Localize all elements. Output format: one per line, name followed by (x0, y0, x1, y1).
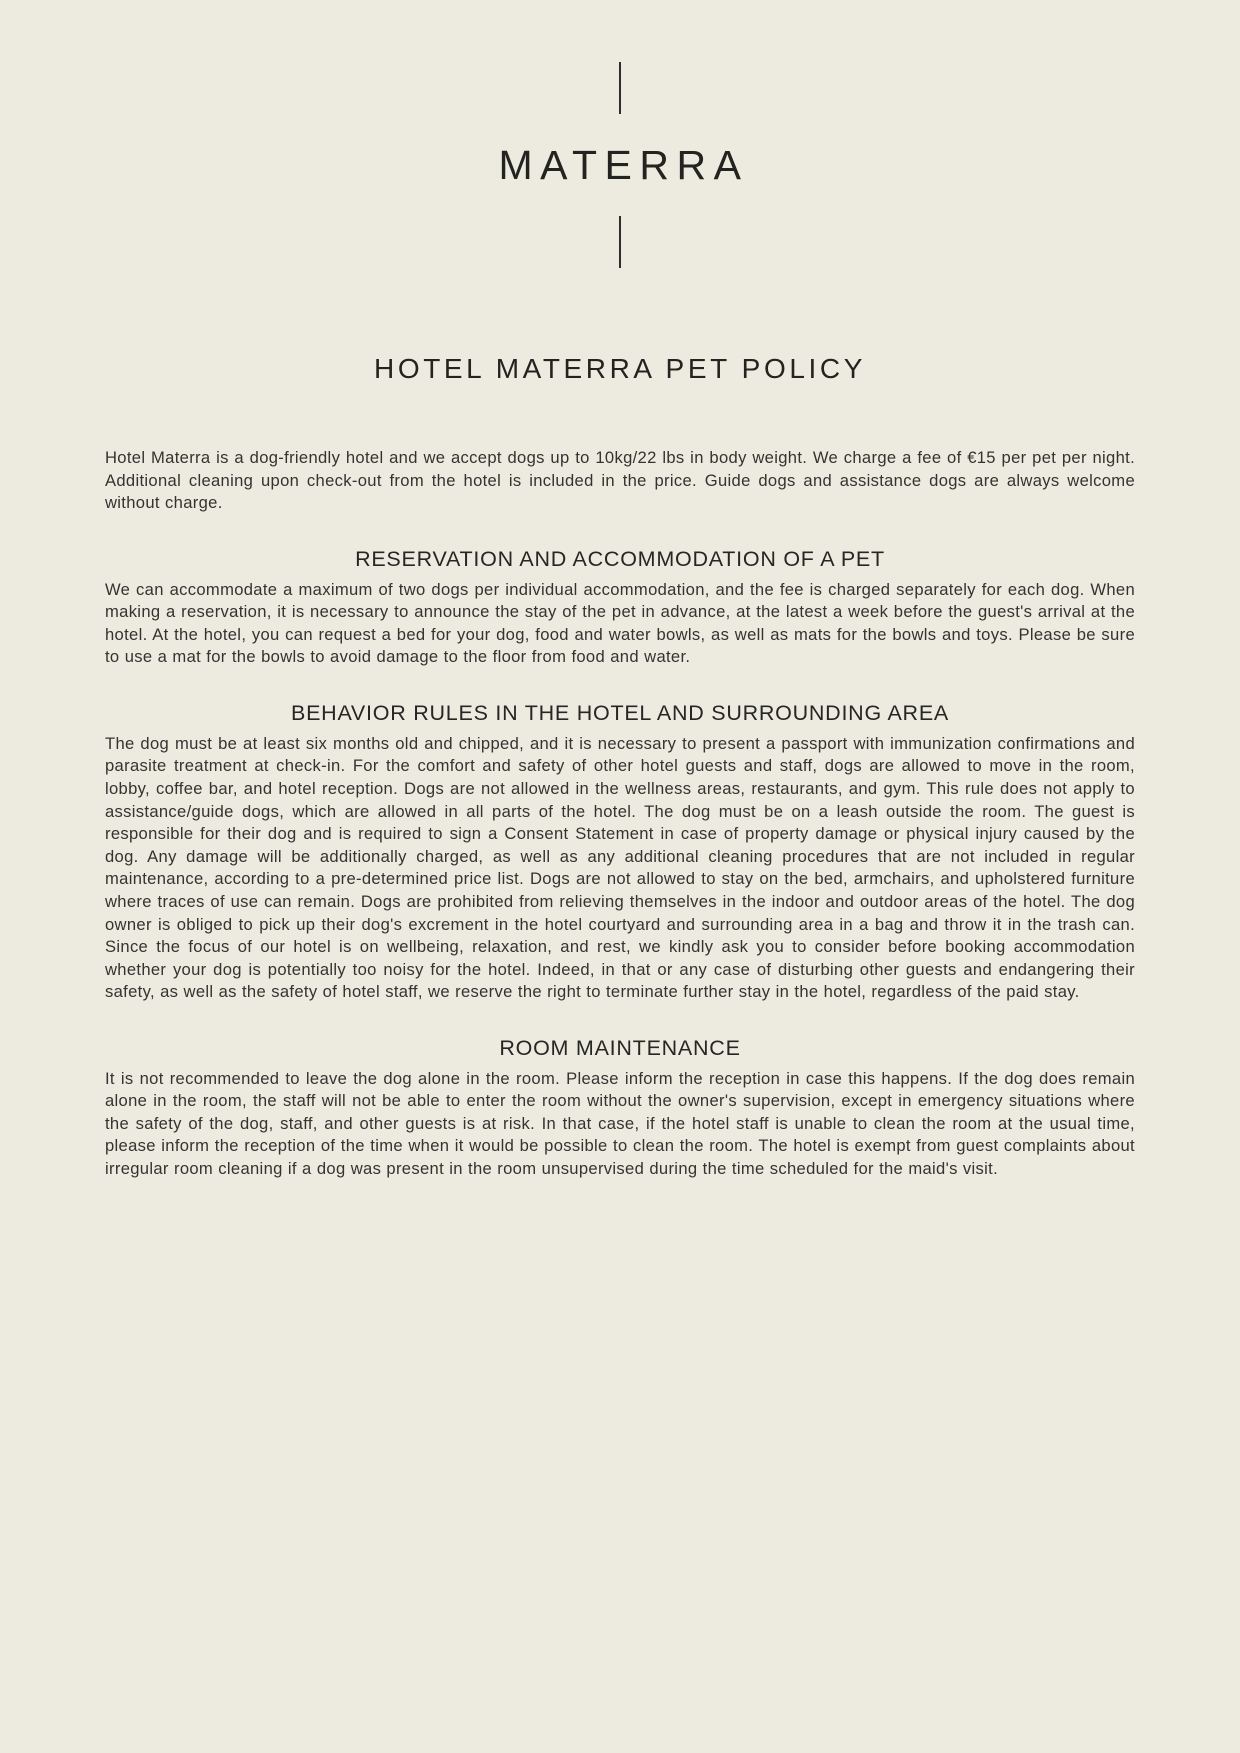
section-body-room-maintenance: It is not recommended to leave the dog alone in the room. Please inform the reception in case this happens. If the dog does remain alone in the room, the staff will not be able to enter the room without the owner's supervision, except in emergency situations where the safety of the dog, staff, and other guests is at risk. In that case, if the hotel staff is unable to clean the room at the usual time, please inform the reception of the time when it would be possible to clean the room. The hotel is exempt from guest complaints about irregular room cleaning if a dog was present in the room unsupervised during the time scheduled for the maid's visit. (105, 1068, 1135, 1179)
intro-paragraph: Hotel Materra is a dog-friendly hotel and we accept dogs up to 10kg/22 lbs in body weight. We charge a fee of €15 per pet per night. Additional cleaning upon check-out from the hotel is included in the price. Guide dogs and assistance dogs are always welcome without charge. (105, 448, 1135, 513)
logo-rule-top-icon (619, 62, 621, 114)
document-content (105, 447, 1135, 1181)
section-body-reservation: We can accommodate a maximum of two dogs per individual accommodation, and the fee is charged separately for each dog. When making a reservation, it is necessary to announce the stay of the pet in advance, at the latest a week before the guest's arrival at the hotel. At the hotel, you can request a bed for your dog, food and water bowls, as well as mats for the bowls and toys. Please be sure to use a mat for the bowls to avoid damage to the floor from food and water. (105, 579, 1135, 667)
brand-logo (105, 0, 1135, 268)
section-heading-behavior-rules: BEHAVIOR RULES IN THE HOTEL AND SURROUNDING AREA (290, 700, 950, 725)
logo-rule-bottom-icon (619, 216, 621, 268)
section-heading-room-maintenance: ROOM MAINTENANCE (499, 1035, 741, 1060)
section-behavior-rules (105, 701, 1135, 1004)
section-body-behavior-rules: The dog must be at least six months old and chipped, and it is necessary to present a passport with immunization confirmations and parasite treatment at check-in. For the comfort and safety of other hotel guests and staff, dogs are allowed to move in the room, lobby, coffee bar, and hotel reception. Dogs are not allowed in the wellness areas, restaurants, and gym. This rule does not apply to assistance/guide dogs, which are allowed in all parts of the hotel. The dog must be on a leash outside the room. The guest is responsible for their dog and is required to sign a Consent Statement in case of property damage or physical injury caused by the dog. Any damage will be additionally charged, as well as any additional cleaning procedures that are not included in regular maintenance, according to a pre-determined price list. Dogs are not allowed to stay on the bed, armchairs, and upholstered furniture where traces of use can remain. Dogs are prohibited from relieving themselves in the indoor and outdoor areas of the hotel. The dog owner is obliged to pick up their dog's excrement in the hotel courtyard and surrounding area in a bag and throw it in the trash can. Since the focus of our hotel is on wellbeing, relaxation, and rest, we kindly ask you to consider before booking accommodation whether your dog is potentially too noisy for the hotel. Indeed, in that or any case of disturbing other guests and endangering their safety, as well as the safety of hotel staff, we reserve the right to terminate further stay in the hotel, regardless of the paid stay. (105, 733, 1135, 1002)
page-title: HOTEL MATERRA PET POLICY (374, 353, 866, 384)
logo-wordmark: MATERRA (498, 142, 749, 188)
section-room-maintenance (105, 1036, 1135, 1181)
section-heading-reservation: RESERVATION AND ACCOMMODATION OF A PET (355, 546, 885, 571)
section-reservation-and-accommodation (105, 547, 1135, 669)
